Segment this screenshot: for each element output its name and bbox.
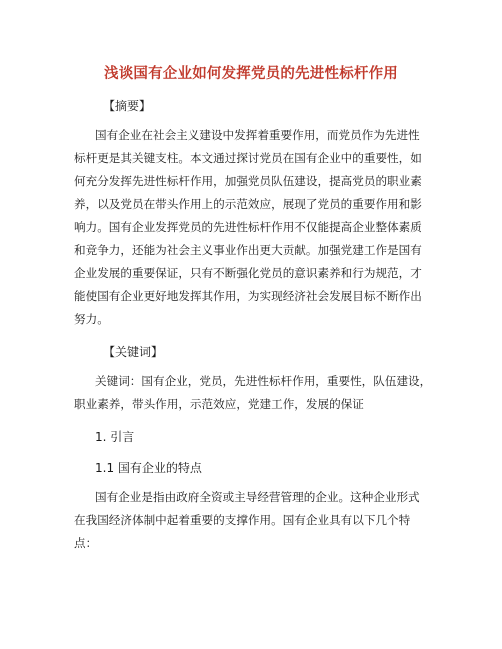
body-line: 在我国经济体制中起着重要的支撑作用。国有企业具有以下几个特 bbox=[74, 513, 411, 527]
body-line: 国有企业是指由政府全资或主导经营管理的企业。这种企业形式 bbox=[95, 490, 420, 504]
keywords-line: 关键词：国有企业，党员，先进性标杆作用，重要性，队伍建设， bbox=[95, 374, 432, 388]
section-heading-1: 1. 引言 bbox=[95, 430, 135, 444]
abstract-line: 企业发展的重要保证，只有不断强化党员的意识素养和行为规范，才 bbox=[74, 266, 422, 280]
abstract-line: 能使国有企业更好地发挥其作用，为实现经济社会发展目标不断作出 bbox=[74, 289, 422, 303]
section-heading-1-1: 1.1 国有企业的特点 bbox=[95, 461, 202, 475]
keywords-line: 职业素养，带头作用，示范效应，党建工作，发展的保证 bbox=[74, 397, 364, 411]
abstract-line: 标杆更是其关键支柱。本文通过探讨党员在国有企业中的重要性，如 bbox=[74, 151, 422, 165]
document-title: 浅谈国有企业如何发挥党员的先进性标杆作用 bbox=[104, 66, 398, 82]
abstract-line: 和竞争力，还能为社会主义事业作出更大贡献。加强党建工作是国有 bbox=[74, 243, 422, 257]
abstract-line: 养，以及党员在带头作用上的示范效应，展现了党员的重要作用和影 bbox=[74, 197, 422, 211]
abstract-line: 努力。 bbox=[74, 312, 109, 326]
abstract-line: 何充分发挥先进性标杆作用，加强党员队伍建设，提高党员的职业素 bbox=[74, 174, 422, 188]
abstract-line: 国有企业在社会主义建设中发挥着重要作用，而党员作为先进性 bbox=[95, 128, 420, 142]
abstract-heading: 【摘要】 bbox=[103, 99, 152, 113]
abstract-line: 响力。国有企业发挥党员的先进性标杆作用不仅能提高企业整体素质 bbox=[74, 220, 422, 234]
keywords-heading: 【关键词】 bbox=[103, 345, 164, 359]
body-line: 点： bbox=[74, 536, 98, 550]
